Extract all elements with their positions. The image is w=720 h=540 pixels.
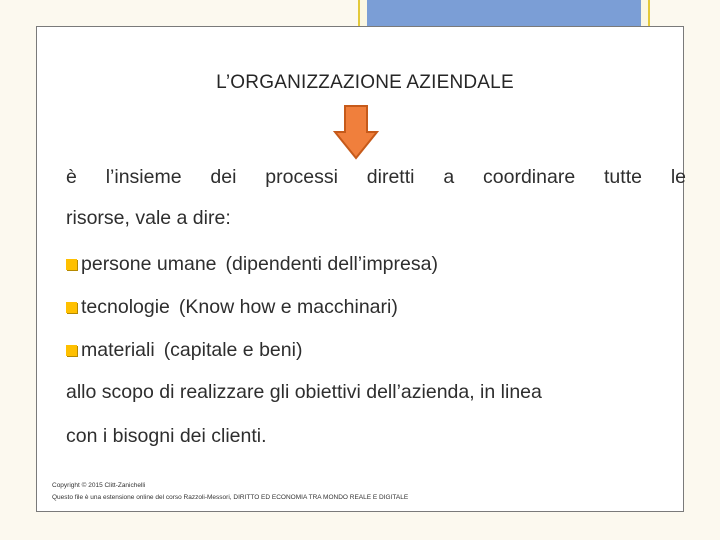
footer-line-1: Copyright © 2015 Clitt-Zanichelli <box>52 482 146 489</box>
bullet-term: tecnologie <box>81 296 170 318</box>
slide-title-text: L’ORGANIZZAZIONE AZIENDALE <box>216 72 514 93</box>
bullet-term: persone umane <box>81 253 217 275</box>
copyright-footer <box>52 480 408 504</box>
bullet-desc: (Know how e macchinari) <box>178 296 398 318</box>
list-item <box>66 253 438 276</box>
slide-title <box>0 72 720 94</box>
definition-line-1: è l’insieme dei processi diretti a coordinare tutte le <box>66 166 686 188</box>
bullet-desc: (capitale e beni) <box>163 339 303 361</box>
conclusion-line-2: con i bisogni dei clienti. <box>66 425 267 447</box>
footer-line-2: Questo file è una estensione online del corso Razzoli-Messori, DIRITTO ED ECONOMIA TRA MONDO REALE E DIGITALE <box>52 494 409 501</box>
list-item <box>66 339 302 362</box>
conclusion-line-1: allo scopo di realizzare gli obiettivi dell’azienda, in linea <box>66 381 542 403</box>
definition-line-2: risorse, vale a dire: <box>66 207 231 229</box>
square-bullet-icon <box>66 302 77 313</box>
list-item <box>66 296 398 319</box>
square-bullet-icon <box>66 259 77 270</box>
bullet-term: materiali <box>81 339 155 361</box>
square-bullet-icon <box>66 345 77 356</box>
bullet-desc: (dipendenti dell’impresa) <box>225 253 438 275</box>
arrow-down-icon <box>333 104 379 160</box>
